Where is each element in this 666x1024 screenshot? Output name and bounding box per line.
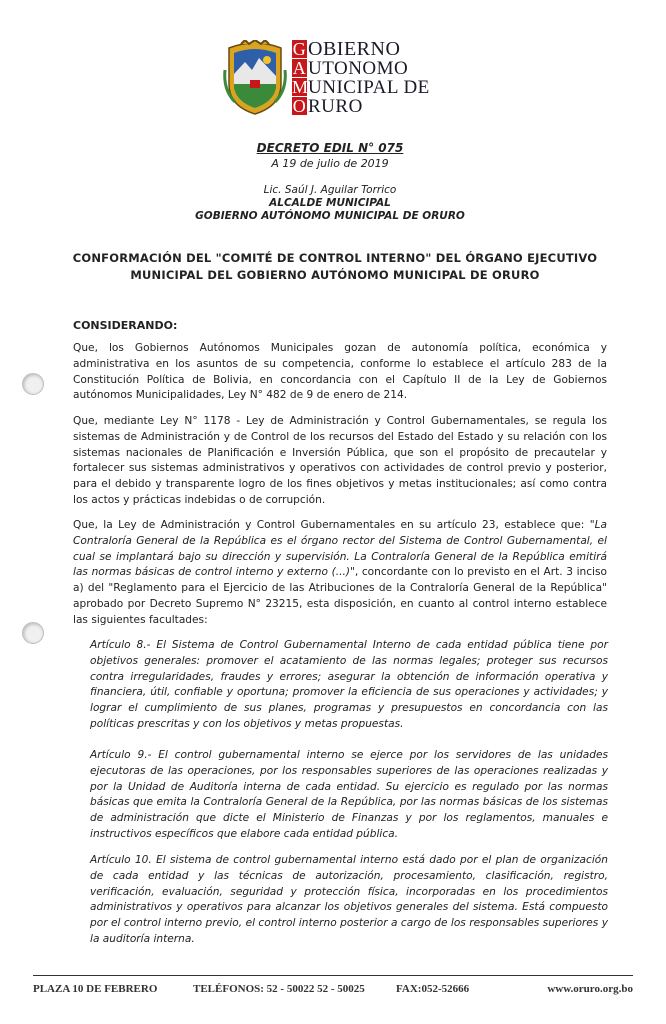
decree-heading bbox=[180, 141, 480, 170]
article-8-quote: Artículo 8.- El Sistema de Control Gubernamental Interno de cada entidad pública tiene por objetivos generales: promover el acatamiento de las normas legales; proteger sus recursos contra irregularidades, fraudes y errores; asegurar la obtención de información operativa y financiera, útil, confiable y oportuna; promover la eficiencia de sus operaciones y actividades; y lograr el cumplimiento de sus planes, programas y presupuestos en concordancia con las políticas prescritas y con los objetivos y metas propuestas. bbox=[90, 639, 608, 730]
logo-line bbox=[292, 97, 430, 116]
logo-initial: M bbox=[292, 77, 309, 97]
logo-initial: G bbox=[292, 39, 307, 59]
logo-line bbox=[292, 78, 430, 97]
document-title bbox=[60, 250, 610, 284]
decree-number: DECRETO EDIL N° 075 bbox=[256, 141, 404, 155]
logo-word: UNICIPAL DE bbox=[308, 77, 430, 98]
footer-divider bbox=[33, 975, 633, 976]
paragraph-text: , concordante con lo previsto en el Art. 3 inciso a) del "Reglamento para el Ejercicio de las Atribuciones de la Contraloría General de la República" aprobado por Decreto Supremo N° 23215, esta disposición, en cuanto al control interno establece las siguientes facultades: bbox=[73, 566, 607, 626]
paragraph-ley-1178: Que, mediante Ley N° 1178 - Ley de Administración y Control Gubernamentales, se regula los sistemas de Administración y de Control de los recursos del Estado del Estado y su relación con los sistemas nacionales de Planificación e Inversión Pública, que son el propósito de precautelar y fortalecer sus sistemas administrativos y operativos con actividades de control previo y posterior, para el debido y transparente logro de los fines objetivos y metas institucionales; así como contra los actos y prácticas indebidas o de corrupción. bbox=[73, 415, 607, 506]
quoted-text: "La Contraloría General de la República es el órgano rector del Sistema de Control Gubernamental, el cual se implantará bajo su dirección y supervisión. La Contraloría General de la República emitirá las normas básicas de control interno y externo (...)" bbox=[73, 519, 607, 579]
logo-word: OBIERNO bbox=[308, 38, 401, 60]
footer-phones: TELÉFONOS: 52 - 50022 52 - 50025 bbox=[193, 983, 365, 995]
document-title-line: CONFORMACIÓN DEL "COMITÉ DE CONTROL INTERNO" DEL ÓRGANO EJECUTIVO bbox=[72, 251, 598, 265]
signatory-organization: GOBIERNO AUTÓNOMO MUNICIPAL DE ORURO bbox=[195, 210, 465, 222]
document-title-line: MUNICIPAL DEL GOBIERNO AUTÓNOMO MUNICIPAL DE ORURO bbox=[130, 268, 540, 282]
signatory-name: Lic. Saúl J. Aguilar Torrico bbox=[263, 184, 397, 196]
footer-website: www.oruro.org.bo bbox=[547, 983, 633, 995]
footer-fax: FAX:052-52666 bbox=[396, 983, 470, 995]
article-10-quote: Artículo 10. El sistema de control gubernamental interno está dado por el plan de organización de cada entidad y las técnicas de autorización, procesamiento, clasificación, registro, verificación, evaluación, seguridad y protección física, incorporadas en los procedimientos administrativos y operativos para alcanzar los objetivos generales del sistema. Está compuesto por el control interno previo, el control interno posterior a cargo de los responsables superiores y la auditoría interna. bbox=[90, 854, 608, 945]
signatory-role: ALCALDE MUNICIPAL bbox=[269, 197, 391, 209]
logo-initial: A bbox=[292, 58, 307, 78]
footer-address: PLAZA 10 DE FEBRERO bbox=[33, 983, 158, 995]
municipal-crest-icon bbox=[223, 40, 287, 116]
paragraph-text: Que, la Ley de Administración y Control Gubernamentales en su artículo 23, establece que: bbox=[73, 519, 590, 531]
logo-word: UTONOMO bbox=[308, 58, 409, 79]
logo-line bbox=[292, 59, 430, 78]
signatory-block bbox=[180, 184, 480, 223]
paragraph-articulo-23 bbox=[73, 518, 607, 629]
logo-word: RURO bbox=[308, 96, 363, 117]
punch-hole bbox=[22, 373, 44, 395]
logo-line bbox=[292, 40, 430, 59]
article-9-quote: Artículo 9.- El control gubernamental interno se ejerce por los servidores de las unidades ejecutoras de las operaciones, por los responsables superiores de las operaciones realizadas y por la Unidad de Auditoría interna de cada entidad. Su ejercicio es regulado por las normas básicas que emita la Contraloría General de la República, por las normas básicas de los sistemas de administración que dicte el Ministerio de Finanzas y por los reglamentos, manuales e instructivos específicos que elabore cada entidad pública. bbox=[90, 749, 608, 840]
punch-hole bbox=[22, 622, 44, 644]
paragraph-autonomy: Que, los Gobiernos Autónomos Municipales gozan de autonomía política, económica y administrativa en los asuntos de su competencia, conforme lo establece el artículo 283 de la Constitución Política de Bolivia, en concordancia con el Capítulo II de la Ley de Gobiernos autónomos Municipalidades, Ley N° 482 de 9 de enero de 214. bbox=[73, 342, 607, 402]
section-heading-considerando: CONSIDERANDO: bbox=[73, 319, 178, 332]
municipality-logo-text bbox=[292, 40, 430, 116]
decree-date: A 19 de julio de 2019 bbox=[271, 157, 389, 170]
logo-initial: O bbox=[292, 96, 307, 116]
